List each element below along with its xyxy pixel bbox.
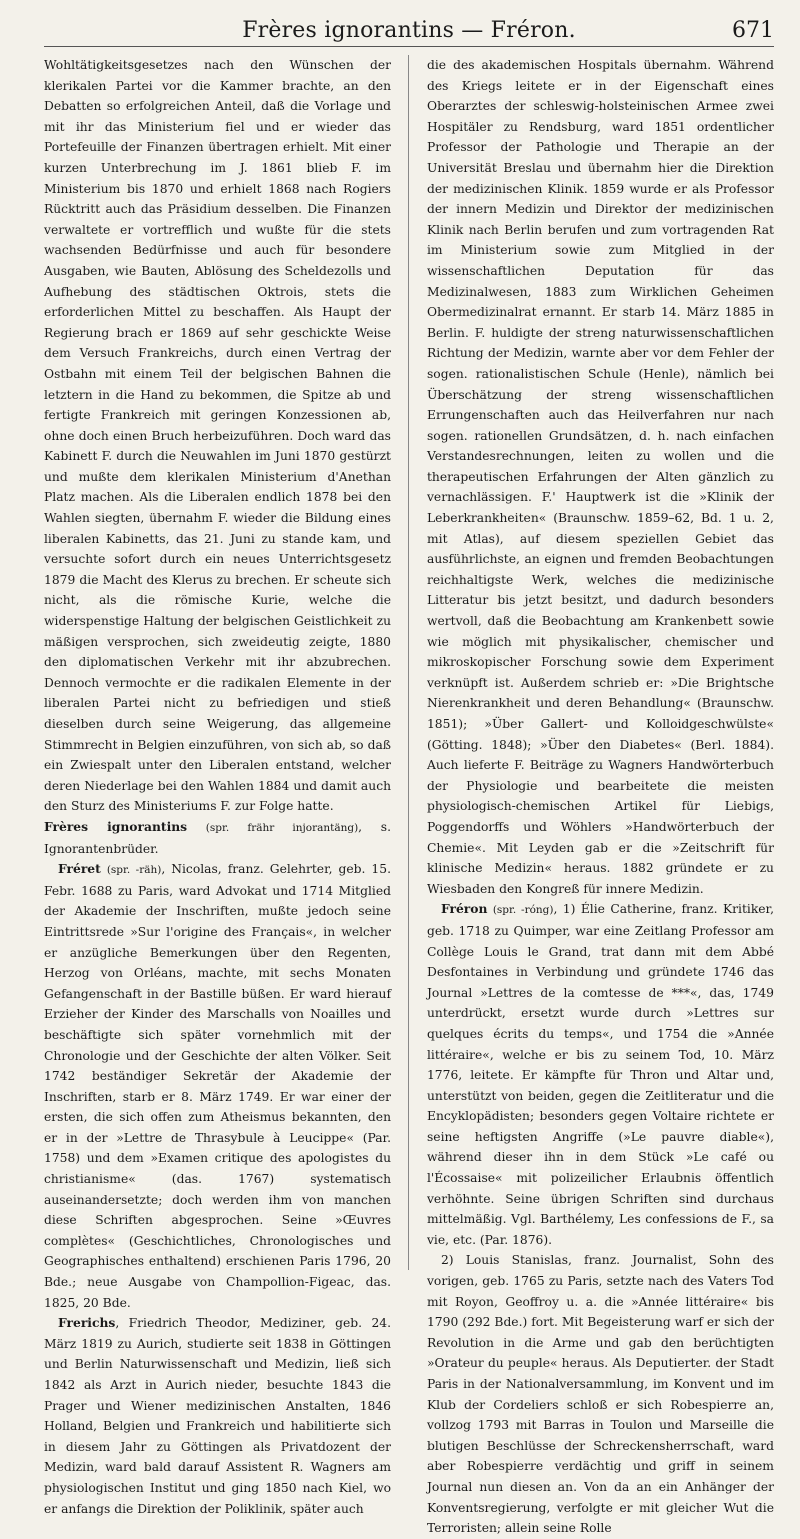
entry-frere-orban-continuation: Wohltätigkeitsgesetzes nach den Wünschen der klerikalen Partei vor die Kammer brachte, an den Debatten so erfolgreichen Anteil, daß die Vorlage und mit ihr das Ministerium fiel und er wieder das Portefeuille der Finanzen übertragen erhielt. Mit einer kurzen Unterbrechung im J. 1861 blieb F. im Ministerium bis 1870 und erhielt 1868 nach Rogiers Rücktritt auch das Präsidium desselben. Die Finanzen verwaltete er vortrefflich und wußte für die stets wachsenden Bedürfnisse und auch für besondere Ausgaben, wie Bauten, Ablösung des Scheldezolls und Aufhebung des städtischen Oktrois, stets die erforderlichen Mittel zu beschaffen. Als Haupt der Regierung brach er 1869 auf sehr geschickte Weise dem Versuch Frankreichs, durch einen Vertrag der Ostbahn mit einem Teil der belgischen Bahnen die letztern in die Hand zu bekommen, die Spitze ab und fertigte Frankreich mit geringen Konzessionen ab, ohne doch einen Bruch herbeizuführen. Doch ward das Kabinett F. durch die Neuwahlen im Juni 1870 gestürzt und mußte dem klerikalen Ministerium d'Anethan Platz machen. Als die Liberalen endlich 1878 bei den Wahlen siegten, übernahm F. wieder die Bildung eines liberalen Kabinetts, das 21. Juni zu stande kam, und versuchte sofort durch ein neues Unterrichtsgesetz 1879 die Macht des Klerus zu brechen. Er scheute sich nicht, als die römische Kurie, welche die widerspenstige Haltung der belgischen Geistlichkeit zu mäßigen versprochen, sich zweideutig zeigte, 1880 den diplomatischen Verkehr mit ihr abzubrechen. Dennoch vermochte er die radikalen Elemente in der liberalen Partei nicht zu befriedigen und stieß dieselben durch seine Weigerung, das allgemeine Stimmrecht in Belgien einzuführen, von sich ab, so daß ein Zwiespalt unter den Liberalen entstand, welcher deren Niederlage bei den Wahlen 1884 und damit auch den Sturz des Ministeriums F. zur Folge hatte. bbox=[44, 58, 391, 814]
column-divider bbox=[408, 55, 409, 1270]
entry-freret bbox=[44, 859, 391, 1313]
entry-freres-ignorantins bbox=[44, 817, 391, 859]
right-column bbox=[426, 55, 774, 1536]
pronunciation: (spr. -räh) bbox=[106, 864, 162, 877]
lemma-freres-ignorantins: Frères ignorantins bbox=[44, 818, 188, 834]
pronunciation: (spr. -róng) bbox=[492, 904, 554, 917]
lemma-frerichs: Frerichs bbox=[58, 1315, 116, 1331]
entry-text: , Nicolas, franz. Gelehrter, geb. 15. Febr. 1688 zu Paris, ward Advokat und 1714 Mitglied der Akademie der Inschriften, mußte jedoch seine Eintrittsrede »Sur l'origine des Français«, in welcher er anzügliche Bemerkungen über den Regenten, Herzog von Orléans, machte, mit sechs Monaten Gefangenschaft in der Bastille büßen. Er ward hierauf Erzieher der Kinder des Marschalls von Noailles und beschäftigte sich später vornehmlich mit der Chronologie und der Geschichte der alten Völker. Seit 1742 beständiger Sekretär der Akademie der Inschriften, starb er 8. März 1749. Er war einer der ersten, die sich offen zum Atheismus bekannten, den er in der »Lettre de Thrasybule à Leucippe« (Par. 1758) und dem »Examen critique des apologistes du christianisme« (das. 1767) systematisch auseinandersetzte; doch werden ihm von manchen diese Schriften abgesprochen. Seine »Œuvres complètes« (Geschichtliches, Chronologisches und Geographisches enthaltend) erschienen Paris 1796, 20 Bde.; neue Ausgabe von Champollion-Figeac, das. 1825, 20 Bde. bbox=[44, 862, 391, 1310]
page-number: 671 bbox=[732, 18, 774, 43]
entry-frerichs-continuation: die des akademischen Hospitals übernahm. Während des Kriegs leitete er in der Eigenschaft eines Oberarztes der schleswig-holsteinischen Armee zwei Hospitäler zu Rendsburg, ward 1851 ordentlicher Professor der Pathologie und Therapie an der Universität Breslau und übernahm hier die Direktion der medizinischen Klinik. 1859 wurde er als Professor der innern Medizin und Direktor der medizinischen Klinik nach Berlin berufen und zum vortragenden Rat im Ministerium sowie zum Mitglied in der wissenschaftlichen Deputation für das Medizinalwesen, 1883 zum Wirklichen Geheimen Obermedizinalrat ernannt. Er starb 14. März 1885 in Berlin. F. huldigte der streng naturwissenschaftlichen Richtung der Medizin, warnte aber vor dem Fehler der sogen. rationalistischen Schule (Henle), nämlich bei Überschätzung der streng wissenschaftlichen Errungenschaften auch das Heilverfahren nur nach sogen. rationellen Grundsätzen, d. h. nach einfachen Verstandesrechnungen, leiten zu wollen und die therapeutischen Erfahrungen der Alten gänzlich zu vernachlässigen. F.' Hauptwerk ist die »Klinik der Leberkrankheiten« (Braunschw. 1859–62, Bd. 1 u. 2, mit Atlas), auf diesem speziellen Gebiet das ausführlichste, an eignen und fremden Beobachtungen reichhaltigste Werk, welches die medizinische Litteratur bis jetzt besitzt, und dadurch besonders wertvoll, daß die Beobachtung am Krankenbett sowie wie möglich mit physikalischer, chemischer und mikroskopischer Forschung sowie dem Experiment verknüpft ist. Außerdem schrieb er: »Die Brightsche Nierenkrankheit und deren Behandlung« (Braunschw. 1851); »Über Gallert- und Kolloidgeschwülste« (Götting. 1848); »Über den Diabetes« (Berl. 1884). Auch lieferte F. Beiträge zu Wagners Handwörterbuch der Physiologie und bearbeitete die meisten physiologisch-chemischen Artikel für Liebigs, Poggendorffs und Wöhlers »Handwörterbuch der Chemie«. Mit Leyden gab er die »Zeitschrift für klinische Medizin« heraus. 1882 gründete er zu Wiesbaden den Kongreß für innere Medizin. bbox=[426, 58, 774, 896]
two-column-body bbox=[44, 55, 774, 1536]
running-header bbox=[44, 12, 774, 47]
lemma-freret: Fréret bbox=[58, 861, 101, 877]
entry-freron bbox=[427, 899, 774, 1250]
left-column bbox=[44, 55, 391, 1516]
running-title: Frères ignorantins — Fréron. bbox=[242, 18, 576, 43]
entry-text: , s. Ignorantenbrüder. bbox=[44, 819, 391, 856]
entry-freron-2: 2) Louis Stanislas, franz. Journalist, Sohn des vorigen, geb. 1765 zu Paris, setzte nach des Vaters Tod mit Royon, Geoffroy u. a. die »Année littéraire« bis 1790 (292 Bde.) fort. Mit Begeisterung warf er sich der Revolution in die Arme und gab den berüchtigten »Orateur du peuple« heraus. Als Deputierter. der Stadt Paris in der Nationalversammlung, im Konvent und im Klub der Cordeliers schloß er sich Robespierre an, vollzog 1793 mit Barras in Toulon und Marseille die blutigen Beschlüsse der Schreckensherrschaft, ward aber Robespierre verdächtig und griff in seinem Journal nun diesen an. Von da an ein Anhänger der Konventsregierung, verfolgte er mit gleicher Wut die Terroristen; allein seine Rolle bbox=[426, 1253, 774, 1536]
entry-text: , 1) Élie Catherine, franz. Kritiker, geb. 1718 zu Quimper, war eine Zeitlang Professor am Collège Louis le Grand, trat dann mit dem Abbé Desfontaines in Verbindung und gründete 1746 das Journal »Lettres de la comtesse de ***«, das, 1749 unterdrückt, ersetzt wurde durch »Lettres sur quelques écrits du temps«, und 1754 die »Année littéraire«, welche er bis zu seinem Tod, 10. März 1776, leitete. Er kämpfte für Thron und Altar und, unterstützt von beiden, gegen die Zeitliteratur und die Encyklopädisten; besonders gegen Voltaire richtete er seine heftigsten Angriffe (»Le pauvre diable«), während dieser ihn in dem Stück »Le café ou l'Écossaise« mit polizeilicher Erlaubnis öffentlich verhöhnte. Seine übrigen Schriften sind durchaus mittelmäßig. Vgl. Barthélemy, Les confessions de F., sa vie, etc. (Par. 1876). bbox=[426, 902, 774, 1247]
lemma-freron: Fréron bbox=[440, 901, 488, 917]
entry-text: , Friedrich Theodor, Mediziner, geb. 24. März 1819 zu Aurich, studierte seit 1838 in Göttingen und Berlin Naturwissenschaft und Medizin, ließ sich 1842 als Arzt in Aurich nieder, besuchte 1843 die Prager und Wiener medizinischen Anstalten, 1846 Holland, Belgien und Frankreich und habilitierte sich in diesem Jahr zu Göttingen als Privatdozent der Medizin, ward bald darauf Assistent R. Wagners am physiologischen Institut und ging 1850 nach Kiel, wo er anfangs die Direktion der Poliklinik, später auch bbox=[44, 1316, 391, 1516]
entry-frerichs bbox=[44, 1313, 391, 1519]
pronunciation: (spr. frähr injorantäng) bbox=[205, 821, 359, 834]
